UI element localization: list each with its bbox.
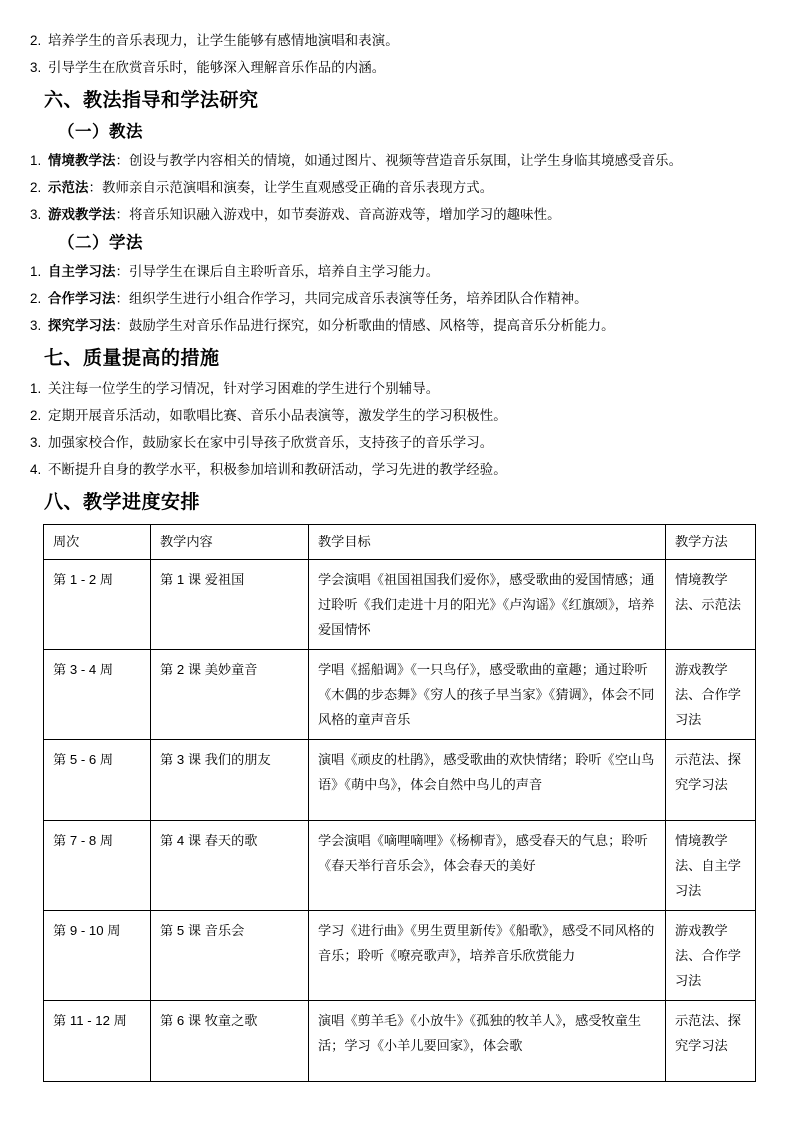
cell-method: 游戏教学法、合作学习法 <box>666 650 756 740</box>
table-row <box>44 821 756 911</box>
column-header-content: 教学内容 <box>151 525 309 560</box>
quality-measures-list <box>28 378 765 480</box>
teaching-methods-list <box>28 150 765 225</box>
list-item <box>30 459 765 480</box>
cell-week: 第 3 - 4 周 <box>44 650 151 740</box>
cell-method: 情境教学法、自主学习法 <box>666 821 756 911</box>
list-item-number: 2. <box>30 291 42 306</box>
list-item-number: 1. <box>30 264 42 279</box>
cell-content: 第 2 课 美妙童音 <box>151 650 309 740</box>
cell-goal: 学唱《摇船调》《一只鸟仔》，感受歌曲的童趣；通过聆听《木偶的步态舞》《穷人的孩子早当家》《猜调》，体会不同风格的童声音乐 <box>309 650 666 740</box>
cell-method: 情境教学法、示范法 <box>666 560 756 650</box>
table-row <box>44 560 756 650</box>
list-item-text: 引导学生在欣赏音乐时，能够深入理解音乐作品的内涵。 <box>48 60 386 75</box>
learning-methods-list <box>28 261 765 336</box>
column-header-week: 周次 <box>44 525 151 560</box>
cell-content: 第 6 课 牧童之歌 <box>151 1001 309 1082</box>
column-header-method: 教学方法 <box>666 525 756 560</box>
list-item-number: 1. <box>30 153 42 168</box>
cell-method: 游戏教学法、合作学习法 <box>666 911 756 1001</box>
list-item <box>30 288 765 309</box>
cell-goal: 演唱《剪羊毛》《小放牛》《孤独的牧羊人》，感受牧童生活；学习《小羊儿要回家》，体会歌 <box>309 1001 666 1082</box>
cell-week: 第 1 - 2 周 <box>44 560 151 650</box>
list-item-number: 1. <box>30 381 42 396</box>
list-item-label: 探究学习法 <box>48 318 116 333</box>
list-item-number: 2. <box>30 408 42 423</box>
subsection-learning-methods-heading: （二）学法 <box>58 234 143 252</box>
list-item-text: ：组织学生进行小组合作学习，共同完成音乐表演等任务，培养团队合作精神。 <box>115 291 588 306</box>
list-item-number: 3. <box>30 435 42 450</box>
list-item-text: 不断提升自身的教学水平，积极参加培训和教研活动，学习先进的教学经验。 <box>48 462 507 477</box>
cell-content: 第 1 课 爱祖国 <box>151 560 309 650</box>
objectives-list <box>28 30 765 78</box>
cell-week: 第 5 - 6 周 <box>44 740 151 821</box>
list-item-label: 示范法 <box>48 180 89 195</box>
list-item-text: 加强家校合作，鼓励家长在家中引导孩子欣赏音乐，支持孩子的音乐学习。 <box>48 435 494 450</box>
list-item <box>30 432 765 453</box>
list-item-number: 4. <box>30 462 42 477</box>
list-item <box>30 315 765 336</box>
list-item <box>30 261 765 282</box>
cell-content: 第 5 课 音乐会 <box>151 911 309 1001</box>
list-item-label: 自主学习法 <box>48 264 116 279</box>
list-item <box>30 57 765 78</box>
list-item-number: 3. <box>30 318 42 333</box>
cell-goal: 学习《进行曲》《男生贾里新传》《船歌》，感受不同风格的音乐；聆听《嘹亮歌声》，培养音乐欣赏能力 <box>309 911 666 1001</box>
list-item-text: ：将音乐知识融入游戏中，如节奏游戏、音高游戏等，增加学习的趣味性。 <box>115 207 561 222</box>
teaching-schedule-table <box>43 524 756 1082</box>
table-row <box>44 650 756 740</box>
section-seven-heading: 七、质量提高的措施 <box>44 348 220 369</box>
list-item <box>30 378 765 399</box>
list-item-text: 培养学生的音乐表现力，让学生能够有感情地演唱和表演。 <box>48 33 399 48</box>
list-item-number: 2. <box>30 180 42 195</box>
list-item-text: ：教师亲自示范演唱和演奏，让学生直观感受正确的音乐表现方式。 <box>88 180 494 195</box>
list-item-number: 2. <box>30 33 42 48</box>
list-item-text: 关注每一位学生的学习情况，针对学习困难的学生进行个别辅导。 <box>48 381 440 396</box>
table-row <box>44 1001 756 1082</box>
table-header-row <box>44 525 756 560</box>
list-item <box>30 177 765 198</box>
list-item-text: ：引导学生在课后自主聆听音乐，培养自主学习能力。 <box>115 264 440 279</box>
cell-week: 第 11 - 12 周 <box>44 1001 151 1082</box>
section-eight-heading: 八、教学进度安排 <box>44 492 201 513</box>
table-row <box>44 740 756 821</box>
list-item-label: 合作学习法 <box>48 291 116 306</box>
list-item-label: 情境教学法 <box>48 153 116 168</box>
list-item-text: ：创设与教学内容相关的情境，如通过图片、视频等营造音乐氛围，让学生身临其境感受音乐。 <box>115 153 683 168</box>
list-item-label: 游戏教学法 <box>48 207 116 222</box>
list-item <box>30 30 765 51</box>
cell-goal: 学会演唱《祖国祖国我们爱你》，感受歌曲的爱国情感；通过聆听《我们走进十月的阳光》《卢沟谣》《红旗颂》，培养爱国情怀 <box>309 560 666 650</box>
table-row <box>44 911 756 1001</box>
list-item-text: 定期开展音乐活动，如歌唱比赛、音乐小品表演等，激发学生的学习积极性。 <box>48 408 507 423</box>
cell-content: 第 3 课 我们的朋友 <box>151 740 309 821</box>
cell-goal: 学会演唱《嘀哩嘀哩》《杨柳青》，感受春天的气息；聆听《春天举行音乐会》，体会春天的美好 <box>309 821 666 911</box>
column-header-goal: 教学目标 <box>309 525 666 560</box>
list-item-number: 3. <box>30 60 42 75</box>
list-item <box>30 405 765 426</box>
list-item-text: ：鼓励学生对音乐作品进行探究，如分析歌曲的情感、风格等，提高音乐分析能力。 <box>115 318 615 333</box>
list-item-number: 3. <box>30 207 42 222</box>
cell-method: 示范法、探究学习法 <box>666 1001 756 1082</box>
subsection-teaching-methods-heading: （一）教法 <box>58 123 143 141</box>
cell-week: 第 7 - 8 周 <box>44 821 151 911</box>
cell-week: 第 9 - 10 周 <box>44 911 151 1001</box>
cell-goal: 演唱《顽皮的杜鹃》，感受歌曲的欢快情绪；聆听《空山鸟语》《萌中鸟》，体会自然中鸟儿的声音 <box>309 740 666 821</box>
cell-method: 示范法、探究学习法 <box>666 740 756 821</box>
list-item <box>30 150 765 171</box>
cell-content: 第 4 课 春天的歌 <box>151 821 309 911</box>
list-item <box>30 204 765 225</box>
section-six-heading: 六、教法指导和学法研究 <box>44 90 259 111</box>
